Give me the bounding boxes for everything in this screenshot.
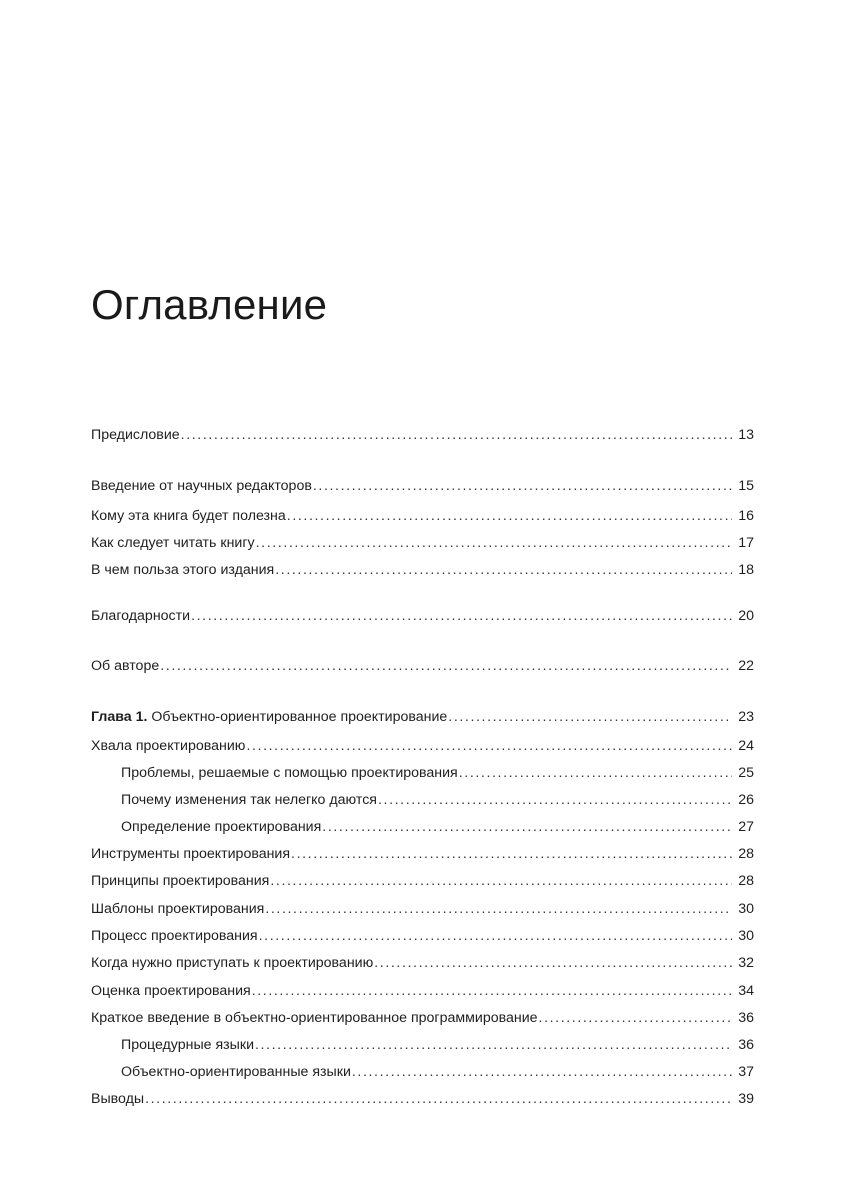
toc-page-number: 24: [738, 738, 754, 754]
toc-entry-how-read[interactable]: [91, 532, 754, 554]
toc-entry-title: Кому эта книга будет полезна: [91, 508, 286, 524]
toc-entry-title: Инструменты проектирования: [91, 846, 291, 862]
toc-leader-dots: [256, 532, 732, 554]
toc-entry-chapter-1[interactable]: [91, 706, 754, 728]
toc-entry-thanks[interactable]: [91, 605, 754, 627]
toc-entry-evaluation[interactable]: [91, 980, 754, 1002]
toc-entry-principles[interactable]: [91, 870, 754, 892]
toc-entry-title: Почему изменения так нелегко даются: [121, 792, 377, 808]
toc-entry-title: Хвала проектированию: [91, 738, 246, 754]
toc-leader-dots: [255, 1034, 732, 1056]
toc-entry-tools[interactable]: [91, 843, 754, 865]
toc-page-number: 39: [738, 1091, 754, 1107]
toc-leader-dots: [459, 762, 732, 784]
toc-page-number: 32: [738, 955, 754, 971]
toc-entry-title: Как следует читать книгу: [91, 535, 255, 551]
toc-page-number: 30: [738, 928, 754, 944]
toc-leader-dots: [352, 1061, 732, 1083]
toc-entry-title: Краткое введение в объектно-ориентированное программирование: [91, 1010, 538, 1026]
toc-page-number: 13: [738, 427, 754, 443]
toc-page-number: 27: [738, 819, 754, 835]
toc-leader-dots: [145, 1088, 732, 1110]
toc-leader-dots: [265, 898, 732, 920]
toc-entry-title: Оценка проектирования: [91, 983, 251, 999]
toc-entry-title: В чем польза этого издания: [91, 562, 275, 578]
toc-page-number: 34: [738, 983, 754, 999]
toc-entry-title: Шаблоны проектирования: [91, 901, 265, 917]
toc-leader-dots: [191, 605, 732, 627]
toc-entry-title: Определение проектирования: [121, 819, 322, 835]
toc-entry-title: Введение от научных редакторов: [91, 478, 312, 494]
toc-entry-preface[interactable]: [91, 424, 754, 446]
chapter-title: Объектно-ориентированное проектирование: [151, 709, 448, 725]
toc-entry-who-useful[interactable]: [91, 505, 754, 527]
toc-leader-dots: [539, 1007, 732, 1029]
toc-page-number: 30: [738, 901, 754, 917]
toc-entry-title: Выводы: [91, 1091, 145, 1107]
toc-entry-benefit[interactable]: [91, 559, 754, 581]
toc-entry-about-author[interactable]: [91, 655, 754, 677]
toc-entry-title: Объектно-ориентированные языки: [121, 1064, 351, 1080]
table-of-contents: [91, 0, 754, 1200]
toc-leader-dots: [322, 816, 732, 838]
toc-page-number: 36: [738, 1010, 754, 1026]
toc-leader-dots: [270, 870, 732, 892]
toc-entry-oo-languages[interactable]: [91, 1061, 754, 1083]
toc-entry-title: Предисловие: [91, 427, 180, 443]
chapter-label: Глава 1.: [91, 709, 148, 725]
toc-entry-title: Об авторе: [91, 658, 160, 674]
toc-entry-title: Процедурные языки: [121, 1037, 255, 1053]
toc-entry-title: Процесс проектирования: [91, 928, 258, 944]
toc-entry-process[interactable]: [91, 925, 754, 947]
page-title: Оглавление: [91, 281, 328, 328]
toc-page-number: 15: [738, 478, 754, 494]
toc-entry-oop-intro[interactable]: [91, 1007, 754, 1029]
toc-leader-dots: [160, 655, 732, 677]
toc-entry-title: [91, 706, 447, 728]
toc-leader-dots: [291, 843, 732, 865]
toc-page-number: 20: [738, 608, 754, 624]
toc-page-number: 23: [738, 709, 754, 725]
toc-page-number: 28: [738, 846, 754, 862]
toc-page-number: 17: [738, 535, 754, 551]
toc-page-number: 18: [738, 562, 754, 578]
toc-entry-editors-intro[interactable]: [91, 475, 754, 497]
toc-page-number: 25: [738, 765, 754, 781]
toc-entry-why-hard[interactable]: [91, 789, 754, 811]
toc-entry-praise[interactable]: [91, 735, 754, 757]
toc-page-number: 26: [738, 792, 754, 808]
toc-leader-dots: [246, 735, 732, 757]
toc-entry-problems[interactable]: [91, 762, 754, 784]
toc-entry-when-start[interactable]: [91, 952, 754, 974]
toc-page-number: 37: [738, 1064, 754, 1080]
toc-page-number: 16: [738, 508, 754, 524]
toc-entry-title: Когда нужно приступать к проектированию: [91, 955, 374, 971]
toc-entry-title: Принципы проектирования: [91, 873, 270, 889]
toc-leader-dots: [275, 559, 732, 581]
toc-entry-title: Благодарности: [91, 608, 191, 624]
toc-page-number: 28: [738, 873, 754, 889]
toc-entry-patterns[interactable]: [91, 898, 754, 920]
toc-page-number: 36: [738, 1037, 754, 1053]
toc-page-number: 22: [738, 658, 754, 674]
toc-leader-dots: [448, 706, 732, 728]
toc-leader-dots: [313, 475, 732, 497]
toc-entry-procedural[interactable]: [91, 1034, 754, 1056]
toc-leader-dots: [287, 505, 732, 527]
toc-leader-dots: [252, 980, 732, 1002]
toc-leader-dots: [259, 925, 732, 947]
toc-leader-dots: [378, 789, 732, 811]
toc-entry-definition[interactable]: [91, 816, 754, 838]
toc-leader-dots: [181, 424, 732, 446]
toc-leader-dots: [374, 952, 732, 974]
toc-entry-title: Проблемы, решаемые с помощью проектирования: [121, 765, 458, 781]
toc-entry-conclusions[interactable]: [91, 1088, 754, 1110]
